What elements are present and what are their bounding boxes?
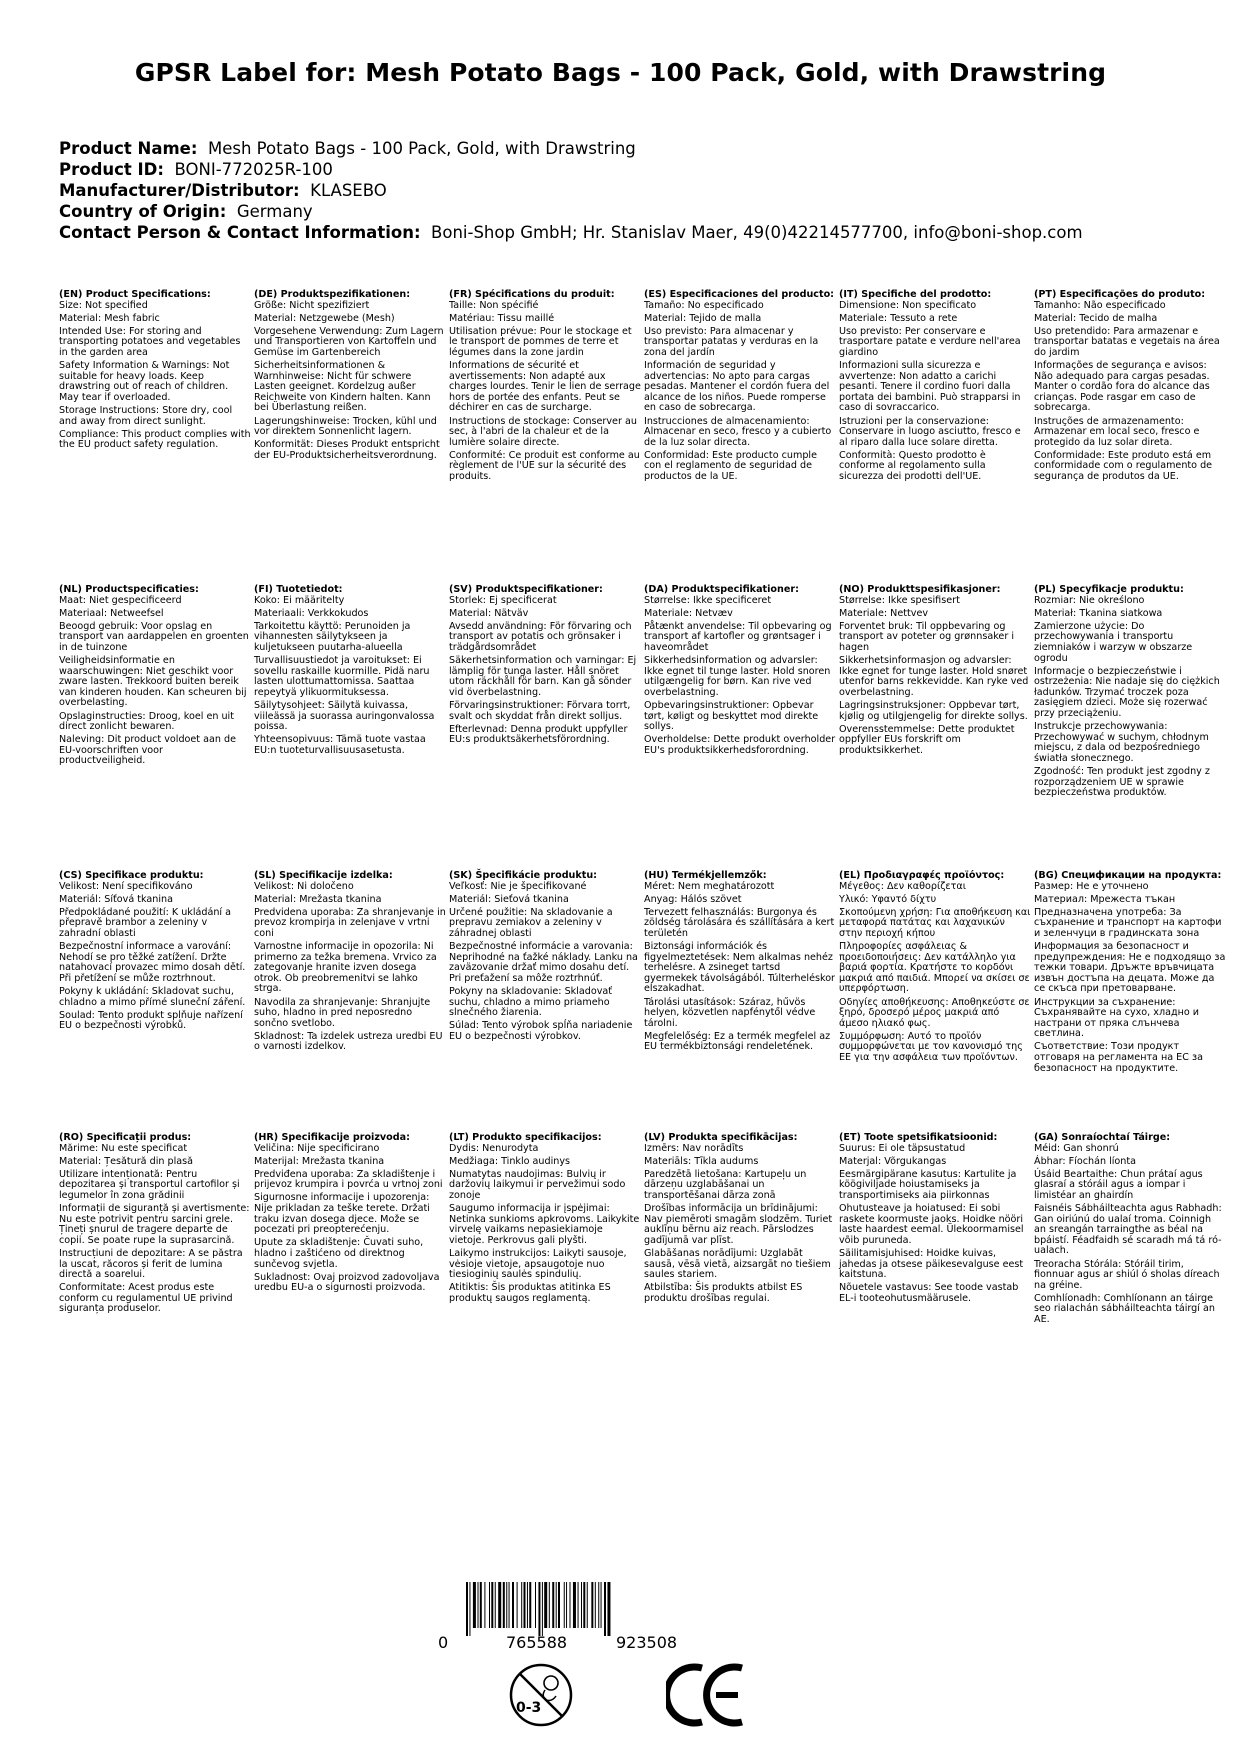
spec-paragraph: Ohutusteave ja hoiatused: Ei sobi raskete koormuste jaoks. Hoidke nööri laste haardest eemal. Ülekoormamisel võib puruneda.: [839, 1203, 1024, 1246]
spec-block: [254, 871, 446, 1056]
spec-paragraph: Tamaño: No especificado: [644, 299, 764, 311]
spec-paragraph: Comhlíonadh: Comhlíonann an táirge seo rialachán sábháilteachta táirgí an AE.: [1034, 1292, 1215, 1325]
spec-paragraph: Sicherheitsinformationen & Warnhinweise: Nicht für schwere Lasten geeignet. Kordelzug außer Reichweite von Kindern halten. Kann bei Überlastung reißen.: [254, 360, 431, 414]
spec-paragraph: Numatytas naudojimas: Bulvių ir daržovių laikymui ir pervežimui sodo zonoje: [449, 1168, 626, 1201]
spec-paragraph: Utilisation prévue: Pour le stockage et le transport de pommes de terre et légumes dans la zone jardin: [449, 325, 632, 358]
spec-paragraph: Размер: Не е уточнено: [1034, 880, 1149, 892]
spec-paragraph: Påtænkt anvendelse: Til opbevaring og transport af kartofler og grøntsager i haveområdet: [644, 620, 832, 653]
spec-paragraph: Veľkosť: Nie je špecifikované: [449, 880, 587, 892]
spec-paragraph: Efterlevnad: Denna produkt uppfyller EU:s produktsäkerhetsförordning.: [449, 723, 628, 746]
spec-paragraph: Instruções de armazenamento: Armazenar em local seco, fresco e protegido da luz solar direta.: [1034, 415, 1200, 448]
not-suitable-under-3-icon: [508, 1662, 574, 1728]
product-info: [59, 138, 1209, 243]
spec-paragraph: Ábhar: Fíochán líonta: [1034, 1155, 1137, 1167]
spec-paragraph: Съответствие: Този продукт отговаря на регламента на ЕС за безопасност на продуктите.: [1034, 1041, 1203, 1074]
spec-heading: (IT) Specifiche del prodotto:: [839, 289, 992, 300]
spec-paragraph: Size: Not specified: [59, 299, 148, 311]
age-icon-text: 0-3: [516, 1700, 542, 1716]
spec-paragraph: Συμμόρφωση: Αυτό το προϊόν συμμορφώνεται με τον κανονισμό της ΕΕ για την ασφάλεια των προϊόντων.: [839, 1030, 1023, 1063]
spec-paragraph: Υλικό: Υφαντό δίχτυ: [839, 893, 937, 905]
spec-paragraph: Materiał: Tkanina siatkowa: [1034, 607, 1163, 619]
spec-block: [59, 871, 251, 1034]
spec-paragraph: Overensstemmelse: Dette produktet oppfyller EUs forskrift om produktsikkerhet.: [839, 723, 1015, 756]
spec-paragraph: Utilizare intenționată: Pentru depozitarea și transportul cartofilor și legumelor în zona grădinii: [59, 1168, 240, 1201]
spec-paragraph: Veiligheidsinformatie en waarschuwingen: Niet geschikt voor zware lasten. Trekkoord buiten bereik van kinderen houden. Kan scheuren bij overbelasting.: [59, 655, 247, 709]
manufacturer-row: [59, 180, 1209, 201]
country-value: Germany: [236, 202, 313, 221]
spec-paragraph: Storlek: Ej specificerat: [449, 594, 557, 606]
spec-heading: (SK) Špecifikácie produktu:: [449, 870, 598, 881]
spec-block: [449, 871, 641, 1045]
spec-paragraph: Yhteensopivuus: Tämä tuote vastaa EU:n tuoteturvallisuusasetusta.: [254, 734, 426, 756]
barcode-digits-left: 765588: [506, 1633, 568, 1652]
spec-paragraph: Material: Netzgewebe (Mesh): [254, 312, 395, 324]
spec-paragraph: Safety Information & Warnings: Not suitable for heavy loads. Keep drawstring out of reach of children. May tear if overloaded.: [59, 360, 230, 403]
spec-paragraph: Mărime: Nu este specificat: [59, 1142, 188, 1154]
spec-paragraph: Varnostne informacije in opozorila: Ni primerno za težka bremena. Vrvico za zategovanje hranite izven dosega otrok. Ob preobremenitvi se lahko strga.: [254, 941, 437, 995]
spec-paragraph: Určené použitie: Na skladovanie a prepravu zemiakov a zeleniny v záhradnej oblasti: [449, 906, 613, 939]
spec-paragraph: Skladnost: Ta izdelek ustreza uredbi EU o varnosti izdelkov.: [254, 1030, 443, 1053]
spec-paragraph: Turvallisuustiedot ja varoitukset: Ei sovellu raskaille kuormille. Pidä naru lasten ulottumattomissa. Saattaa repeytyä ylikuormituksessa.: [254, 655, 430, 698]
spec-block: [839, 290, 1031, 485]
spec-paragraph: Naleving: Dit product voldoet aan de EU-voorschriften voor productveiligheid.: [59, 734, 236, 767]
spec-paragraph: Conformité: Ce produit est conforme au règlement de l'UE sur la sécurité des produits.: [449, 449, 640, 482]
spec-paragraph: Πληροφορίες ασφάλειας & προειδοποιήσεις: Δεν κατάλληλο για βαριά φορτία. Κρατήστε το κορδόνι μακριά από παιδιά. Μπορεί να σκίσει σε υπερφόρτωση.: [839, 941, 1030, 995]
spec-heading: (NL) Productspecificaties:: [59, 584, 199, 595]
spec-heading: (LV) Produkta specifikācijas:: [644, 1132, 798, 1143]
spec-heading: (HU) Termékjellemzők:: [644, 870, 767, 881]
spec-paragraph: Treoracha Stórála: Stóráil tirim, fionnuar agus ar shiúl ó sholas díreach na gréine.: [1034, 1258, 1220, 1291]
spec-paragraph: Materiale: Nettvev: [839, 607, 929, 619]
spec-paragraph: Biztonsági információk és figyelmeztetések: Nem alkalmas nehéz terhelésre. A zsineget tartsd gyermekek távolságából. Túlterheléskor elszakadhat.: [644, 941, 836, 995]
spec-paragraph: Størrelse: Ikke specificeret: [644, 594, 772, 606]
spec-heading: (BG) Спецификации на продукта:: [1034, 870, 1222, 881]
contact-label: Contact Person & Contact Information:: [59, 223, 421, 242]
spec-paragraph: Předpokládané použití: K ukládání a přepravě brambor a zeleniny v zahradní oblasti: [59, 906, 232, 939]
spec-paragraph: Σκοπούμενη χρήση: Για αποθήκευση και μεταφορά πατάτας και λαχανικών στην περιοχή κήπου: [839, 906, 1031, 939]
spec-paragraph: Veličina: Nije specificirano: [254, 1142, 380, 1154]
spec-paragraph: Conformidade: Este produto está em conformidade com o regulamento de segurança de produtos da UE.: [1034, 449, 1213, 482]
spec-paragraph: Uso previsto: Para almacenar y transportar patatas y verduras en la zona del jardín: [644, 325, 819, 358]
spec-paragraph: Tervezett felhasználás: Burgonya és zöldség tárolására és szállítására a kert területén: [644, 906, 835, 939]
spec-paragraph: Méret: Nem meghatározott: [644, 880, 775, 892]
spec-heading: (DA) Produktspecifikationer:: [644, 584, 799, 595]
spec-paragraph: Predviđena uporaba: Za skladištenje i prijevoz krumpira i povrća u vrtnoj zoni: [254, 1168, 443, 1191]
spec-paragraph: Material: Mrežasta tkanina: [254, 893, 382, 905]
spec-paragraph: Material: Mesh fabric: [59, 312, 160, 324]
spec-paragraph: Instructions de stockage: Conserver au sec, à l'abri de la chaleur et de la lumière solaire directe.: [449, 415, 637, 448]
spec-paragraph: Opbevaringsinstruktioner: Opbevar tørt, køligt og beskyttet mod direkte sollys.: [644, 699, 819, 733]
spec-paragraph: Eesmärgipärane kasutus: Kartulite ja köögiviljade hoiustamiseks ja transportimiseks aia piirkonnas: [839, 1168, 1017, 1201]
spec-heading: (ET) Toote spetsifikatsioonid:: [839, 1132, 998, 1143]
spec-paragraph: Faisnéis Sábháilteachta agus Rabhadh: Gan oiriúnú do ualaí troma. Coinnigh an sreangán tarraingthe as béal na bpáistí. Féadfaidh sé scaradh má tá ró-ualach.: [1034, 1203, 1222, 1257]
spec-paragraph: Informazioni sulla sicurezza e avvertenze: Non adatto a carichi pesanti. Tenere il cordino fuori dalla portata dei bambini. Può strapparsi in caso di sovraccarico.: [839, 360, 1021, 414]
barcode-digit-first: 0: [438, 1633, 449, 1652]
spec-paragraph: Úsáid Beartaithe: Chun prátaí agus glasraí a stóráil agus a iompar i limistéar an ghairdín: [1034, 1168, 1203, 1201]
spec-paragraph: Säilitamisjuhised: Hoidke kuivas, jahedas ja otsese päikesevalguse eest kaitstuna.: [839, 1247, 1024, 1281]
spec-paragraph: Sikkerhedsinformation og advarsler: Ikke egnet til tunge laster. Hold snoren utilgængelig for børn. Kan rive ved overbelastning.: [644, 655, 831, 698]
spec-paragraph: Dydis: Nenurodyta: [449, 1142, 539, 1154]
manufacturer-value: KLASEBO: [310, 181, 387, 200]
spec-block: [449, 1133, 641, 1307]
spec-paragraph: Opslaginstructies: Droog, koel en uit direct zonlicht bewaren.: [59, 710, 234, 733]
spec-block: [1034, 585, 1226, 801]
spec-paragraph: Zamierzone użycie: Do przechowywania i transportu ziemniaków i warzyw w obszarze ogrodu: [1034, 620, 1193, 664]
spec-paragraph: Οδηγίες αποθήκευσης: Αποθηκεύστε σε ξηρό, δροσερό μέρος μακριά από άμεσο ηλιακό φως.: [839, 996, 1030, 1029]
spec-heading: (PL) Specyfikacje produktu:: [1034, 584, 1184, 595]
spec-block: [1034, 1133, 1226, 1328]
spec-paragraph: Bezpečnostní informace a varování: Nehodí se pro těžké zatížení. Držte natahovací provazec mimo dosah dětí. Při přetížení se může roztrhnout.: [59, 941, 246, 984]
product-id-label: Product ID:: [59, 160, 164, 179]
spec-block: [59, 1133, 251, 1318]
spec-paragraph: Vorgesehene Verwendung: Zum Lagern und Transportieren von Kartoffeln und Gemüse im Gartenbereich: [254, 325, 444, 358]
spec-paragraph: Materiale: Tessuto a rete: [839, 312, 958, 324]
spec-paragraph: Nõuetele vastavus: See toode vastab EL-i tooteohutusmäärusele.: [839, 1282, 1019, 1304]
product-name-row: [59, 138, 1209, 159]
spec-paragraph: Материал: Мрежеста тъкан: [1034, 893, 1176, 905]
spec-block: [839, 585, 1031, 759]
spec-paragraph: Material: Nätväv: [449, 607, 529, 619]
spec-paragraph: Taille: Non spécifié: [449, 299, 539, 311]
spec-paragraph: Istruzioni per la conservazione: Conservare in luogo asciutto, fresco e al riparo dalla luce solare diretta.: [839, 415, 1021, 448]
spec-paragraph: Predvidena uporaba: Za shranjevanje in prevoz krompirja in zelenjave v vrtni coni: [254, 906, 446, 939]
spec-paragraph: Información de seguridad y advertencias: No apto para cargas pesadas. Mantener el cordón fuera del alcance de los niños. Puede romperse en caso de sobrecarga.: [644, 360, 830, 414]
spec-block: [254, 1133, 446, 1296]
spec-paragraph: Säkerhetsinformation och varningar: Ej lämplig för tunga laster. Håll snöret utom räckhåll för barn. Kan gå sönder vid överbelastning.: [449, 655, 637, 698]
spec-block: [644, 871, 836, 1056]
spec-block: [839, 1133, 1031, 1307]
spec-paragraph: Förvaringsinstruktioner: Förvara torrt, svalt och skyddat från direkt solljus.: [449, 699, 631, 722]
spec-paragraph: Upute za skladištenje: Čuvati suho, hladno i zaštićeno od direktnog sunčevog svjetla.: [254, 1237, 424, 1270]
spec-paragraph: Sikkerhetsinformasjon og advarsler: Ikke egnet for tunge laster. Hold snøret utenfor barns rekkevidde. Kan ryke ved overbelastning.: [839, 655, 1029, 698]
spec-paragraph: Intended Use: For storing and transporting potatoes and vegetables in the garden area: [59, 325, 241, 358]
spec-paragraph: Materijal: Mrežasta tkanina: [254, 1155, 385, 1167]
spec-paragraph: Velikost: Ni določeno: [254, 880, 354, 892]
ce-mark-icon: [666, 1660, 748, 1730]
spec-paragraph: Saugumo informacija ir įspėjimai: Netinka sunkioms apkrovoms. Laikykite virvelę vaikams nepasiekiamoje vietoje. Perkrovus gali plyšti.: [449, 1203, 640, 1246]
spec-paragraph: Größe: Nicht spezifiziert: [254, 299, 370, 311]
spec-block: [449, 585, 641, 748]
spec-paragraph: Informações de segurança e avisos: Não adequado para cargas pesadas. Manter o cordão fora do alcance das crianças. Pode rasgar em caso de sobrecarga.: [1034, 360, 1210, 414]
spec-paragraph: Materiaal: Netweefsel: [59, 607, 164, 619]
spec-heading: (EN) Product Specifications:: [59, 289, 211, 300]
spec-paragraph: Konformität: Dieses Produkt entspricht der EU-Produktsicherheitsverordnung.: [254, 439, 440, 461]
spec-paragraph: Informations de sécurité et avertissements: Non adapté aux charges lourdes. Tenir le lien de serrage hors de portée des enfants. Peut se déchirer en cas de surcharge.: [449, 360, 641, 414]
spec-paragraph: Informații de siguranță și avertismente: Nu este potrivit pentru sarcini grele. Țineți șnurul de tragere departe de copii. Se poate rupe la suprasarcină.: [59, 1203, 250, 1246]
spec-paragraph: Anyag: Hálós szövet: [644, 893, 742, 905]
spec-block: [449, 290, 641, 485]
spec-paragraph: Rozmiar: Nie określono: [1034, 594, 1145, 606]
product-name-label: Product Name:: [59, 139, 198, 158]
spec-paragraph: Lagerungshinweise: Trocken, kühl und vor direktem Sonnenlicht lagern.: [254, 415, 437, 438]
spec-paragraph: Sigurnosne informacije i upozorenja: Nije prikladan za teške terete. Držati traku izvan dosega djece. Može se pocezati pri preopterećenju.: [254, 1192, 430, 1236]
spec-paragraph: Uso previsto: Per conservare e trasportare patate e verdure nell'area giardino: [839, 325, 1021, 358]
spec-paragraph: Tárolási utasítások: Száraz, hűvös helyen, közvetlen napfénytől védve tárolni.: [644, 996, 816, 1029]
spec-block: [254, 290, 446, 464]
spec-paragraph: Matériau: Tissu maillé: [449, 312, 555, 324]
spec-paragraph: Material: Țesătură din plasă: [59, 1155, 194, 1167]
spec-paragraph: Tarkoitettu käyttö: Perunoiden ja vihannesten säilytykseen ja kuljetukseen puutarha-alueella: [254, 620, 411, 653]
spec-paragraph: Pokyny k ukládání: Skladovat suchu, chladno a mimo přímé sluneční záření.: [59, 985, 246, 1008]
country-row: [59, 201, 1209, 222]
spec-paragraph: Lagringsinstruksjoner: Oppbevar tørt, kjølig og utilgjengelig for direkte sollys.: [839, 699, 1028, 722]
spec-paragraph: Koko: Ei määritelty: [254, 594, 345, 606]
spec-block: [1034, 290, 1226, 485]
product-name-value: Mesh Potato Bags - 100 Pack, Gold, with Drawstring: [207, 139, 636, 158]
spec-paragraph: Bezpečnostné informácie a varovania: Neprihodné na ťažké náklady. Lanku na zaväzovanie držať mimo dosahu detí. Pri preťažení sa môže roztrhnúť.: [449, 941, 638, 984]
spec-paragraph: Materiaali: Verkkokudos: [254, 607, 369, 619]
spec-paragraph: Zgodność: Ten produkt jest zgodny z rozporządzeniem UE w sprawie bezpieczeństwa produktów.: [1034, 766, 1210, 799]
spec-paragraph: Tamanho: Não especificado: [1034, 299, 1166, 311]
spec-heading: (RO) Specificații produs:: [59, 1132, 192, 1143]
spec-block: [59, 585, 251, 770]
spec-paragraph: Conformitate: Acest produs este conform cu regulamentul UE privind siguranța produselor.: [59, 1282, 233, 1315]
spec-paragraph: Méid: Gan shonrú: [1034, 1142, 1119, 1154]
barcode: [436, 1582, 726, 1652]
spec-paragraph: Instrukcje przechowywania: Przechowywać w suchym, chłodnym miejscu, z dala od bezpośredniego światła słonecznego.: [1034, 721, 1209, 764]
spec-paragraph: Инструкции за съхранение: Съхранявайте на сухо, хладно и настрани от пряка слънчева светлина.: [1034, 996, 1200, 1040]
spec-paragraph: Drošības informācija un brīdinājumi: Nav piemēroti smagām slodzēm. Turiet auklīņu bērnu aiz reach. Pārslodzes gadījumā var plīst.: [644, 1203, 833, 1246]
spec-paragraph: Conformidad: Este producto cumple con el reglamento de seguridad de productos de la UE.: [644, 449, 817, 482]
spec-paragraph: Atitiktis: Šis produktas atitinka ES produktų saugos reglamentą.: [449, 1282, 611, 1304]
spec-paragraph: Material: Tejido de malla: [644, 312, 762, 324]
spec-paragraph: Glabāšanas norādījumi: Uzglabāt sausā, vēsā vietā, aizsargāt no tiešiem saules stariem.: [644, 1247, 831, 1281]
spec-heading: (NO) Produkttspesifikasjoner:: [839, 584, 1001, 595]
spec-heading: (SL) Specifikacije izdelka:: [254, 870, 393, 881]
product-id-row: [59, 159, 1209, 180]
spec-paragraph: Laikymo instrukcijos: Laikyti sausoje, vėsioje vietoje, apsaugotoje nuo tiesioginių saulės spindulių.: [449, 1247, 627, 1281]
spec-heading: (SV) Produktspecifikationer:: [449, 584, 603, 595]
spec-paragraph: Materiāls: Tīkla audums: [644, 1155, 759, 1167]
country-label: Country of Origin:: [59, 202, 227, 221]
spec-paragraph: Materiál: Sieťová tkanina: [449, 893, 569, 905]
spec-paragraph: Conformità: Questo prodotto è conforme al regolamento sulla sicurezza dei prodotti dell'UE.: [839, 449, 986, 482]
spec-paragraph: Instrucțiuni de depozitare: A se păstra la uscat, răcoros și ferit de lumina directă a soarelui.: [59, 1247, 243, 1281]
contact-row: [59, 222, 1209, 243]
spec-paragraph: Sukladnost: Ovaj proizvod zadovoljava uredbu EU-a o sigurnosti proizvoda.: [254, 1271, 440, 1294]
spec-paragraph: Avsedd användning: För förvaring och transport av potatis och grönsaker i trädgårdsområdet: [449, 620, 632, 653]
page-title: GPSR Label for: Mesh Potato Bags - 100 Pack, Gold, with Drawstring: [134, 58, 1107, 87]
barcode-digits-right: 923508: [616, 1633, 678, 1652]
spec-paragraph: Beoogd gebruik: Voor opslag en transport van aardappelen en groenten in de tuinzone: [59, 620, 249, 653]
spec-paragraph: Soulad: Tento produkt splňuje nařízení EU o bezpečnosti výrobků.: [59, 1009, 243, 1032]
spec-paragraph: Storage Instructions: Store dry, cool and away from direct sunlight.: [59, 404, 233, 427]
spec-paragraph: Megfelelőség: Ez a termék megfelel az EU termékbiztonsági rendeletének.: [644, 1030, 831, 1053]
spec-heading: (HR) Specifikacije proizvoda:: [254, 1132, 410, 1143]
spec-paragraph: Materiál: Síťová tkanina: [59, 893, 173, 905]
spec-paragraph: Atbilstība: Šis produkts atbilst ES produktu drošības regulai.: [644, 1282, 803, 1304]
spec-block: [254, 585, 446, 759]
spec-heading: (PT) Especificações do produto:: [1034, 289, 1206, 300]
spec-paragraph: Dimensione: Non specificato: [839, 299, 977, 311]
spec-heading: (ES) Especificaciones del producto:: [644, 289, 835, 300]
spec-paragraph: Velikost: Není specifikováno: [59, 880, 193, 892]
spec-paragraph: Säilytysohjeet: Säilytä kuivassa, viileässä ja suorassa auringonvalossa poissa.: [254, 699, 435, 733]
spec-paragraph: Informacje o bezpieczeństwie i ostrzeżenia: Nie nadaje się do ciężkich ładunków. Trzymać troczek poza zasięgiem dzieci. Może się rozerwać przy przeciążeniu.: [1034, 665, 1220, 720]
spec-heading: (FR) Spécifications du produit:: [449, 289, 615, 300]
spec-paragraph: Paredzētā lietošana: Kartupeļu un dārzeņu uzglabāšanai un transportēšanai dārza zonā: [644, 1168, 807, 1201]
spec-paragraph: Súlad: Tento výrobok spĺňa nariadenie EU o bezpečnosti výrobkov.: [449, 1020, 633, 1042]
spec-heading: (GA) Sonraíochtaí Táirge:: [1034, 1132, 1171, 1143]
spec-heading: (FI) Tuotetiedot:: [254, 584, 343, 595]
spec-paragraph: Material: Tecido de malha: [1034, 312, 1158, 324]
spec-heading: (CS) Specifikace produktu:: [59, 870, 204, 881]
spec-heading: (DE) Produktspezifikationen:: [254, 289, 411, 300]
spec-block: [839, 871, 1031, 1066]
contact-value: Boni-Shop GmbH; Hr. Stanislav Maer, 49(0)42214577700, info@boni-shop.com: [431, 223, 1083, 242]
spec-block: [644, 585, 836, 759]
spec-paragraph: Materjal: Võrgukangas: [839, 1155, 947, 1167]
spec-paragraph: Информация за безопасност и предупреждения: Не е подходящо за тежки товари. Дръжте връвчицата извън достъпа на децата. Може да се скъса при претоварване.: [1034, 941, 1226, 995]
spec-paragraph: Предназначена употреба: За съхранение и транспорт на картофи и зеленчуци в градинската зона: [1034, 906, 1222, 939]
product-id-value: BONI-772025R-100: [174, 160, 333, 179]
spec-paragraph: Uso pretendido: Para armazenar e transportar batatas e vegetais na área do jardim: [1034, 325, 1220, 358]
spec-paragraph: Instrucciones de almacenamiento: Almacenar en seco, fresco y a cubierto de la luz solar directa.: [644, 415, 832, 448]
spec-paragraph: Maat: Niet gespecificeerd: [59, 594, 182, 606]
spec-block: [644, 1133, 836, 1307]
spec-paragraph: Izmērs: Nav norādīts: [644, 1142, 744, 1154]
spec-block: [1034, 871, 1226, 1077]
spec-paragraph: Medžiaga: Tinklo audinys: [449, 1155, 571, 1167]
spec-block: [644, 290, 836, 485]
spec-paragraph: Navodila za shranjevanje: Shranjujte suho, hladno in pred neposredno sončno svetlobo.: [254, 996, 431, 1029]
spec-paragraph: Suurus: Ei ole täpsustatud: [839, 1142, 966, 1154]
spec-paragraph: Compliance: This product complies with the EU product safety regulation.: [59, 428, 251, 451]
spec-paragraph: Μέγεθος: Δεν καθορίζεται: [839, 880, 966, 892]
spec-block: [59, 290, 251, 453]
spec-paragraph: Pokyny na skladovanie: Skladovať suchu, chladno a mimo priameho slnečného žiarenia.: [449, 985, 613, 1019]
spec-paragraph: Forventet bruk: Til oppbevaring og transport av poteter og grønnsaker i hagen: [839, 620, 1014, 653]
barcode-bars: [466, 1582, 696, 1636]
spec-paragraph: Materiale: Netvæv: [644, 607, 733, 619]
spec-paragraph: Størrelse: Ikke spesifisert: [839, 594, 960, 606]
spec-paragraph: Overholdelse: Dette produkt overholder EU's produktsikkerhedsforordning.: [644, 734, 836, 756]
manufacturer-label: Manufacturer/Distributor:: [59, 181, 300, 200]
spec-heading: (LT) Produkto specifikacijos:: [449, 1132, 602, 1143]
spec-heading: (EL) Προδιαγραφές προϊόντος:: [839, 870, 1005, 881]
